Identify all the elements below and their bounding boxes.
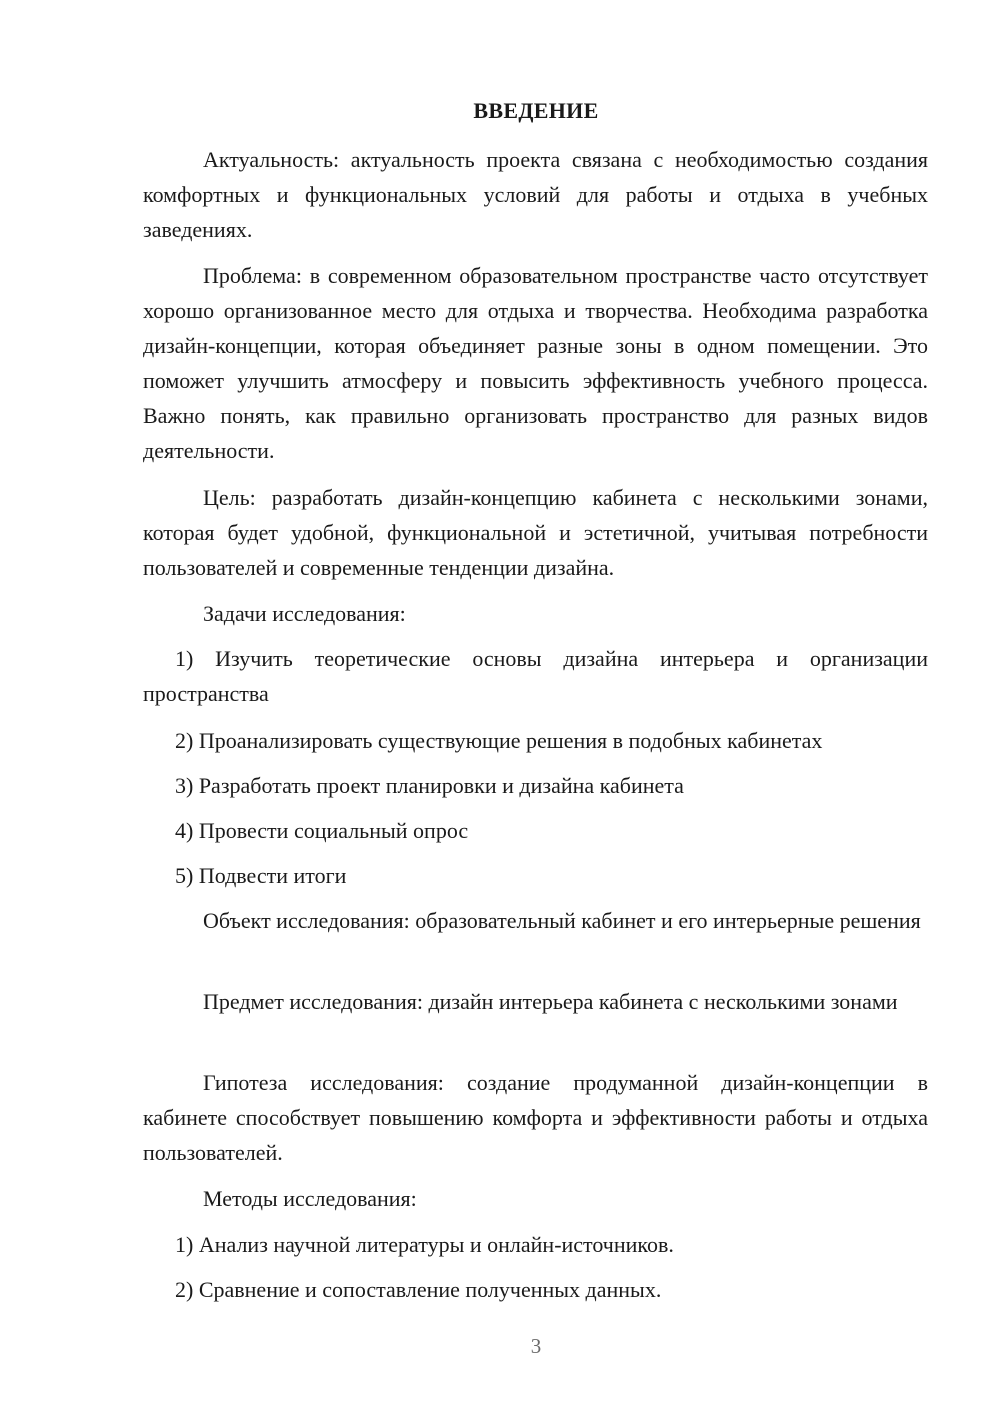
hypothesis-paragraph: Гипотеза исследования: создание продуманной дизайн-концепции в кабинете способствует повышению комфорта и эффективности работы и отдыха пользователей.: [143, 1070, 928, 1165]
object-paragraph: Объект исследования: образовательный кабинет и его интерьерные решения: [203, 908, 921, 933]
page-title: ВВЕДЕНИЕ: [473, 98, 599, 123]
method-item-2: 2) Сравнение и сопоставление полученных данных.: [175, 1277, 662, 1302]
goal-paragraph: Цель: разработать дизайн-концепцию кабинета с несколькими зонами, которая будет удобной, функциональной и эстетичной, учитывая потребности пользователей и современные тенденции дизайна.: [143, 485, 928, 580]
tasks-heading: Задачи исследования:: [203, 601, 406, 626]
task-item-5: 5) Подвести итоги: [175, 863, 347, 888]
subject-paragraph: Предмет исследования: дизайн интерьера кабинета с несколькими зонами: [203, 989, 898, 1014]
methods-heading: Методы исследования:: [203, 1186, 417, 1211]
page-number: 3: [530, 1334, 542, 1358]
task-item-2: 2) Проанализировать существующие решения в подобных кабинетах: [175, 728, 823, 753]
task-item-3: 3) Разработать проект планировки и дизайна кабинета: [175, 773, 684, 798]
problem-paragraph: Проблема: в современном образовательном пространстве часто отсутствует хорошо организованное место для отдыха и творчества. Необходима разработка дизайн-концепции, которая объединяет разные зоны в одном помещении. Это поможет улучшить атмосферу и повысить эффективность учебного процесса. Важно понять, как правильно организовать пространство для разных видов деятельности.: [143, 263, 928, 463]
relevance-paragraph: Актуальность: актуальность проекта связана с необходимостью создания комфортных и функциональных условий для работы и отдыха в учебных заведениях.: [143, 147, 928, 242]
task-item-4: 4) Провести социальный опрос: [175, 818, 469, 843]
task-item-1: 1) Изучить теоретические основы дизайна интерьера и организации пространства: [143, 646, 928, 706]
method-item-1: 1) Анализ научной литературы и онлайн-источников.: [175, 1232, 674, 1257]
